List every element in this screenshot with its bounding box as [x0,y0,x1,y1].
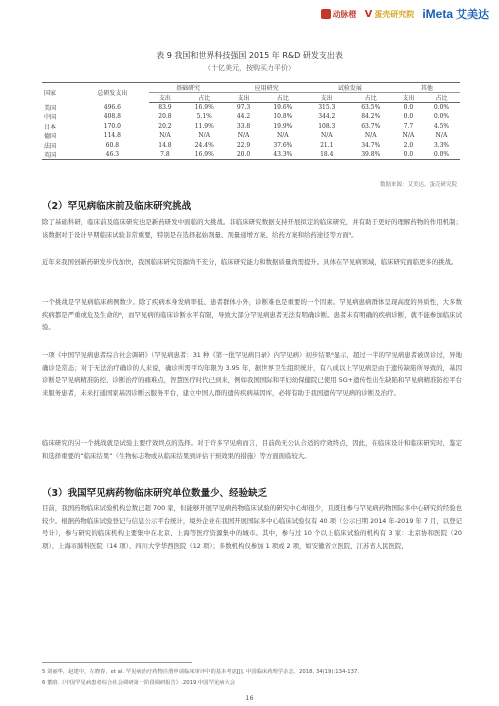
table-cell: N/A [435,132,448,140]
table-title: 表 9 我国和世界科技强国 2015 年 R&D 研发支出表 [156,51,343,60]
table-cell: N/A [364,132,377,140]
table-cell: 20.2 [158,122,172,130]
table-cell: 11.9% [194,122,214,130]
table-cell: 408.8 [103,113,121,121]
table-cell: N/A [198,132,211,140]
table-cell: 19.9% [273,122,293,130]
group-header-other: 其他 [394,83,460,93]
rd-expenditure-table [42,82,460,160]
table-cell: 24.4% [194,141,214,149]
table-cell: 37.6% [273,141,293,149]
table-cell: 496.6 [103,103,121,111]
table-cell: 344.2 [318,113,336,121]
table-cell: 16.9% [194,104,214,111]
sub-header-share: 占比 [181,93,227,103]
table-cell: 315.3 [318,104,336,111]
table-cell: 5.1% [196,113,212,121]
table-cell: 22.9 [236,141,251,149]
table-cell: 34.7% [361,141,381,149]
table-cell: 3.3% [433,141,450,149]
table-cell: 108.3 [318,122,336,130]
table-cell: 0.0 [403,104,414,111]
table-cell: 170.0 [103,122,121,130]
table-cell: 10.8% [273,113,293,121]
table-cell: 德国 [44,133,57,141]
group-header-applied: 应用研究 [227,83,306,93]
table-row [42,112,460,122]
page-header [0,0,499,28]
table-cell: 7.7 [403,122,414,130]
table-cell: N/A [277,132,289,140]
page-number: 16 [245,694,254,702]
table-cell: 0.0% [433,113,450,121]
table-cell: 84.2% [361,113,381,121]
table-cell: 20.8 [158,113,172,121]
table-cell: 2.0 [403,141,414,149]
table-cell: 4.5% [433,122,450,130]
sub-header-spend: 支出 [306,93,348,103]
sub-header-share: 占比 [348,93,394,103]
table-cell: 46.3 [76,150,149,160]
table-cell: 18.4 [306,150,348,160]
table-cell: 21.1 [320,141,334,149]
footnote-5: 5 刘丽华，赵建中，左晓春，et al. 罕见病治疗药物注册申请临床审评中的基本考虑[J]. 中国临床药理学杂志，2018, 34(19):134-137. [42,669,360,675]
table-cell: 14.8 [158,141,172,149]
table-cell: 法国 [44,142,57,150]
footnote-6: 6 董晗.《中国罕见病患者综合社会调研第一阶段调研报告》.2019 中国罕见病大会 [42,680,236,686]
group-header-experimental: 试验发展 [306,83,394,93]
logo-dongmai-text: 动脉橙 [332,9,357,19]
paragraph: 一个挑战是罕见病临床病例数少。除了疾病本身发病率低、患者群体小外，诊断难也是重要的一个因素。罕见病患病群体呈现高度的异质性，大多数疾病都是严重或危及生命的⁶，而罕见病的临床诊断水平有限，导致大部分罕见病患者无法有明确诊断。患者未有明确的疾病诊断，就不能参加临床试验。 [42,298,462,332]
logo-danke-text: 蛋壳研究院 [374,9,415,19]
dongmai-logo-icon [321,9,331,19]
table-cell: 0.0 [394,150,423,160]
col-total-header: 总研发支出 [76,83,149,103]
table-row [42,103,460,113]
table-cell: 0.0% [423,150,460,160]
logo-imeta-en: iMeta [422,7,453,21]
table-row [42,131,460,141]
logo-imeta-cn: 艾美达 [456,9,489,21]
table-cell: N/A [320,132,333,140]
paragraph: 目前，我国药物临床试验机构总数已超 700 家，但能够开展罕见病药物临床试验的研究中心却很少，且既往参与罕见病药物国际多中心研究的经验也较少。根据药物临床试验登记与信息公示平台统计，境外企业在我国开展国际多中心临床试验仅有 40 项（公示日期 2014 年-2019 年 7 月，以登记号计），参与研究的临床机构主要集中在北京、上海等医疗资源集中的城市。其中，参与过 10 个以上临床试验的机构有 3 家：北京协和医院（20 项）、上海市肺科医院（14 项）、四川大学华西医院（12 项）；多数机构仅参加 1 项或 2 项，如安徽省立医院、江苏省人民医院、 [42,504,462,550]
sub-header-share: 占比 [260,93,306,103]
table-cell: 83.9 [158,104,172,111]
table-cell: 97.3 [236,104,251,111]
sub-header-spend: 支出 [149,93,181,103]
table-cell: 60.8 [105,141,120,149]
table-cell: 33.8 [236,122,251,130]
logo-danke [365,9,415,20]
table-cell: 19.6% [273,104,293,111]
table-cell: 39.8% [348,150,394,160]
table-subtitle: （十亿美元，按购买力平价） [204,64,295,72]
table-cell: 63.7% [361,122,381,130]
table-cell: 7.8 [149,150,181,160]
logo-imeta [422,6,489,22]
table-cell: N/A [159,132,171,140]
table-cell: 43.3% [260,150,306,160]
table-cell: 日本 [44,123,57,131]
col-country-header: 国家 [42,83,76,103]
sub-header-spend: 支出 [394,93,423,103]
sub-header-share: 占比 [423,93,460,103]
sub-header-spend: 支出 [227,93,259,103]
section-heading-3: （3）我国罕见病药物临床研究单位数量少、经验缺乏 [42,488,268,499]
paragraph: 除了基础科研，临床前及临床研究也是新药研发中面临的大挑战。非临床研究数据支持开展拟定的临床研究，并有助于更好的理解药物的作用机制；该数据对于设计早期临床试验非常重要，特别是在选择起始剂量、剂量递增方案、给药方案和给药途径等方面⁵。 [42,218,462,239]
table-cell: 0.0% [433,104,450,111]
table-cell: 美国 [44,104,57,112]
table-cell: 44.2 [236,113,251,121]
table-cell: 英国 [42,150,76,160]
paragraph: 临床研究的另一个挑战就是试验主要疗效终点的选择。对于许多罕见病而言，目前尚无公认合适的疗效终点，因此，在临床设计和临床研究时，鉴定和选择重要的“临床结果”（生物标志物或从临床结果到评估干预效果的措施）等方面面临较大。 [42,439,462,460]
paragraph: 一项《中国罕见病患者综合社会调研》（罕见病患者：31 种《第一批罕见病目录》内罕见病）初步结果⁶显示，超过一半的罕见病患者被误诊过，异地确诊是常态；对于无法治疗确诊的人来说，确诊所需平均年限为 3.95 年，据世界卫生组织统计，有八成以上罕见病是由于遗传缺陷所导致的，基因诊断是罕见病精准防控、诊断治疗的痛难点，智慧医疗时代已到来，例如我国国际和平妇幼保健院已使用 5G+遗传性出生缺陷和罕见病精准防控平台来服务患者，未来打通国家基因诊断云服务平台，建立中国人群的遗传疾病基因库，必将有助于我国遗传罕见病的诊断及治疗。 [42,351,462,397]
table-row [42,141,460,151]
header-logos [321,6,489,22]
table-cell: 114.8 [103,132,121,140]
footnote-divider [42,662,192,663]
table-cell: N/A [237,132,250,140]
danke-logo-icon: V [364,8,373,20]
table-cell: 16.9% [181,150,227,160]
table-cell: 0.0 [403,113,414,121]
table-cell: N/A [402,132,415,140]
section-heading-2: （2）罕见病临床前及临床研究挑战 [42,201,192,212]
paragraph: 近年来我国创新药研发步伐加快，我国临床研究资源尚不充分，临床研究能力和数据质量尚需提升。具体在罕见病领域，临床研究面临更多的挑战。 [42,258,458,266]
group-header-basic: 基础研究 [149,83,228,93]
logo-dongmai [321,9,357,20]
table-cell: 20.0 [227,150,259,160]
table-cell: 63.5% [361,104,381,111]
table-body [42,103,460,160]
table-cell: 中国 [44,114,57,122]
table-row [42,122,460,132]
table-source: 数据来源：艾美达，蛋壳研究院 [379,182,457,188]
table-row [42,150,460,160]
